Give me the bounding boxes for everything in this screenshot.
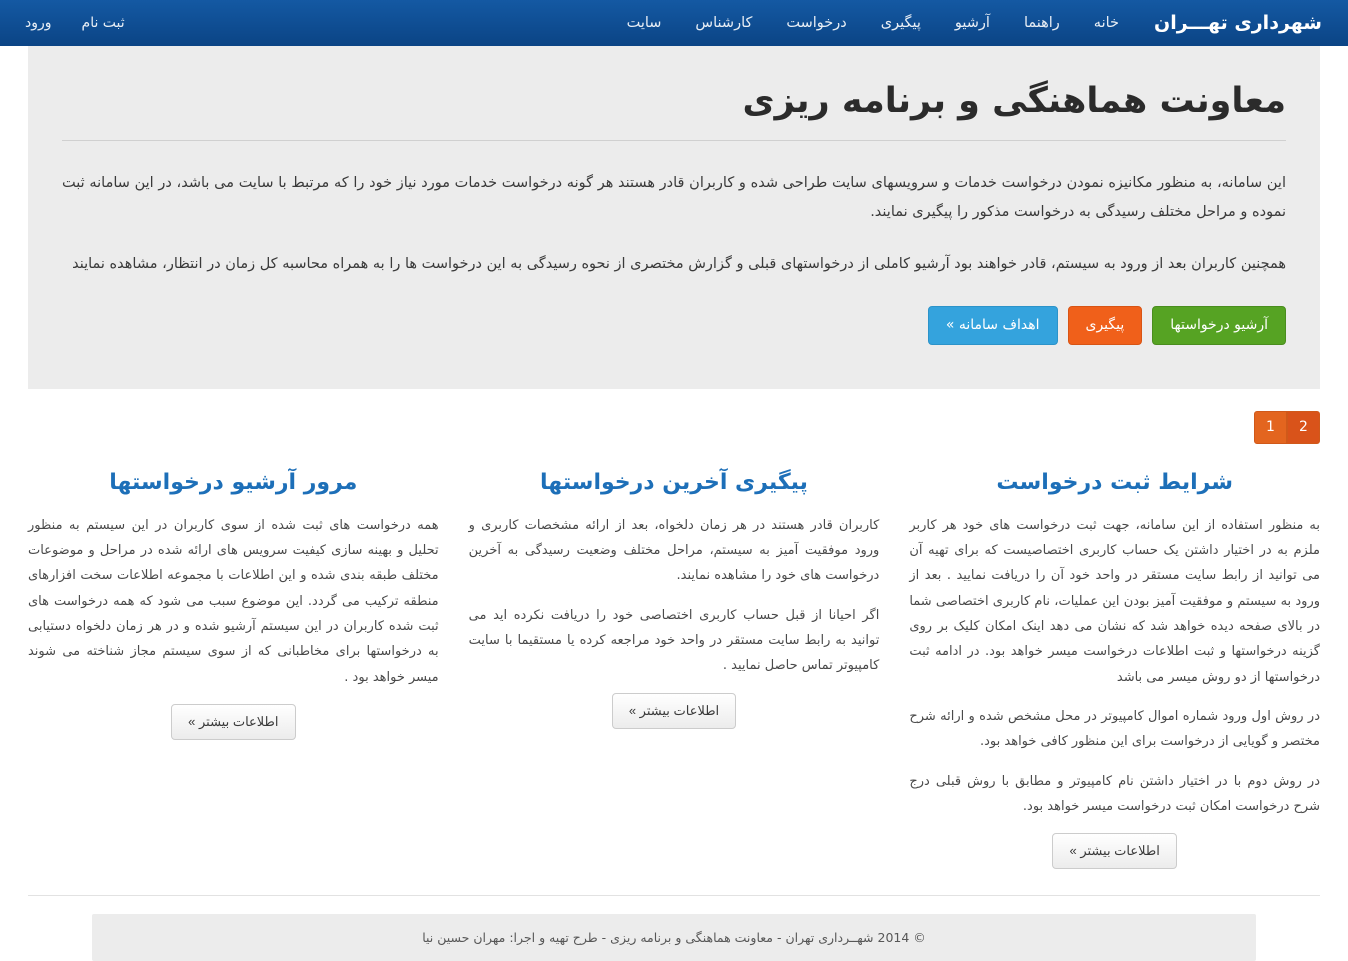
column-conditions-title: شرایط ثبت درخواست <box>996 469 1233 495</box>
nav-login[interactable]: ورود <box>25 15 52 31</box>
nav-request[interactable]: درخواست <box>786 15 847 31</box>
more-info-archive[interactable]: اطلاعات بیشتر » <box>171 704 295 740</box>
column-tracking-paragraph-1: کاربران قادر هستند در هر زمان دلخواه، بعد از ارائه مشخصات کاربری و ورود موفقیت آمیز به سیستم، مراحل مختلف وضعیت رسیدگی به آخرین درخواست های خود را مشاهده نمایند. <box>468 517 880 584</box>
more-info-conditions[interactable]: اطلاعات بیشتر » <box>1052 833 1176 869</box>
column-conditions <box>909 470 1320 870</box>
tracking-button[interactable]: پیگیری <box>1068 306 1143 345</box>
nav-archive[interactable]: آرشیو <box>954 15 990 31</box>
nav-guide[interactable]: راهنما <box>1023 15 1060 31</box>
page-title: معاونت هماهنگی و برنامه ریزی <box>62 80 1286 141</box>
hero-paragraph-1: این سامانه، به منظور مکانیزه نمودن درخواست خدمات و سرویسهای سایت طراحی شده و کاربران قادر هستند هر گونه درخواست خدمات مورد نیاز خود را که مرتبط با سایت می باشد، در این سامانه ثبت نموده و مراحل مختلف رسیدگی به درخواست مذکور را پیگیری نمایند. <box>62 174 1286 221</box>
column-conditions-paragraph-2: در روش اول ورود شماره اموال کامپیوتر در محل مشخص شده و ارائه شرح مختصر و گویایی از درخواست برای این منظور کافی خواهد بود. <box>909 709 1320 750</box>
column-tracking-title: پیگیری آخرین درخواستها <box>540 469 808 495</box>
auth-nav <box>10 0 140 46</box>
hero-paragraph-2: همچنین کاربران بعد از ورود به سیستم، قادر خواهند بود آرشیو کاملی از درخواستهای قبلی و گزارش مختصری از نحوه رسیدگی به این درخواست ها را به همراه محاسبه کل زمان در انتظار، مشاهده نمایند <box>72 256 1286 273</box>
goals-button[interactable]: اهداف سامانه » <box>928 306 1058 345</box>
pager-page-2[interactable]: 2 <box>1287 411 1320 444</box>
hero-button-row <box>62 306 1286 345</box>
top-navbar <box>0 0 1348 46</box>
column-conditions-more-wrap <box>909 833 1320 869</box>
more-info-tracking[interactable]: اطلاعات بیشتر » <box>612 693 736 729</box>
column-conditions-paragraph-1: به منظور استفاده از این سامانه، جهت ثبت درخواست های خود هر کاربر ملزم به در اختیار داشتن یک حساب کاربری اختصاصیست که برای تهیه آن می توانید از رابط سایت مستقر در واحد خود آن را دریافت نمایید . بعد از ورود به سیستم و موفقیت آمیز بودن این عملیات، نام کاربری اختصاصی شما در بالای صفحه دیده خواهد شد که نشان می دهد اینک امکان کلیک بر روی گزینه درخواستها و ثبت اطلاعات درخواست میسر خواهد بود. در ادامه ثبت درخواستها از دو روش میسر می باشد <box>909 517 1320 685</box>
column-archive-more-wrap <box>28 704 439 740</box>
column-archive-paragraph-1: همه درخواست های ثبت شده از سوی کاربران در این سیستم به منظور تحلیل و بهینه سازی کیفیت سرویس های ارائه شده در مراحل و موضوعات مختلف طبقه بندی شده و این اطلاعات با مجموعه اطلاعات سخت افزارهای منطقه ترکیب می گردد. این موضوع سبب می شود که همه درخواست های ثبت شده کاربران در این سیستم آرشیو شده و در هر زمان دلخواه دستیابی به درخواستها برای مخاطبانی که از سوی سیستم مجاز شناخته می شوند میسر خواهد بود . <box>27 517 439 685</box>
footer-text: © 2014 شهــرداری تهران - معاونت هماهنگی و برنامه ریزی - طرح تهیه و اجرا: مهران حسین نیا <box>422 930 926 946</box>
feature-columns <box>28 470 1320 870</box>
site-brand[interactable]: شهرداری تهـــران <box>1154 12 1322 34</box>
column-archive <box>28 470 439 870</box>
column-tracking-paragraph-2: اگر احیانا از قبل حساب کاربری اختصاصی خود را دریافت نکرده اید می توانید به رابط سایت مستقر در واحد خود مراجعه کرده یا مستقیما با سایت کامپیوتر تماس حاصل نمایید . <box>468 607 880 674</box>
column-conditions-paragraph-3: در روش دوم با در اختیار داشتن نام کامپیوتر و مطابق با روش قبلی درج شرح درخواست امکان ثبت درخواست میسر خواهد بود. <box>909 773 1320 815</box>
pager-container <box>28 411 1320 444</box>
archive-button[interactable]: آرشیو درخواستها <box>1152 306 1286 345</box>
footer <box>92 914 1256 961</box>
footer-divider <box>28 895 1320 896</box>
primary-nav <box>610 0 1136 46</box>
nav-signup[interactable]: ثبت نام <box>81 15 125 31</box>
hero-jumbotron <box>28 46 1320 389</box>
column-tracking-more-wrap <box>469 693 880 729</box>
nav-track[interactable]: پیگیری <box>880 15 921 31</box>
nav-expert[interactable]: کارشناس <box>695 15 753 31</box>
navbar-right-group <box>610 0 1322 46</box>
nav-home[interactable]: خانه <box>1093 15 1119 31</box>
pager <box>1254 411 1320 444</box>
column-archive-title: مرور آرشیو درخواستها <box>109 469 358 495</box>
nav-site[interactable]: سایت <box>626 15 662 31</box>
column-tracking <box>469 470 880 870</box>
pager-page-1[interactable]: 1 <box>1254 411 1287 444</box>
